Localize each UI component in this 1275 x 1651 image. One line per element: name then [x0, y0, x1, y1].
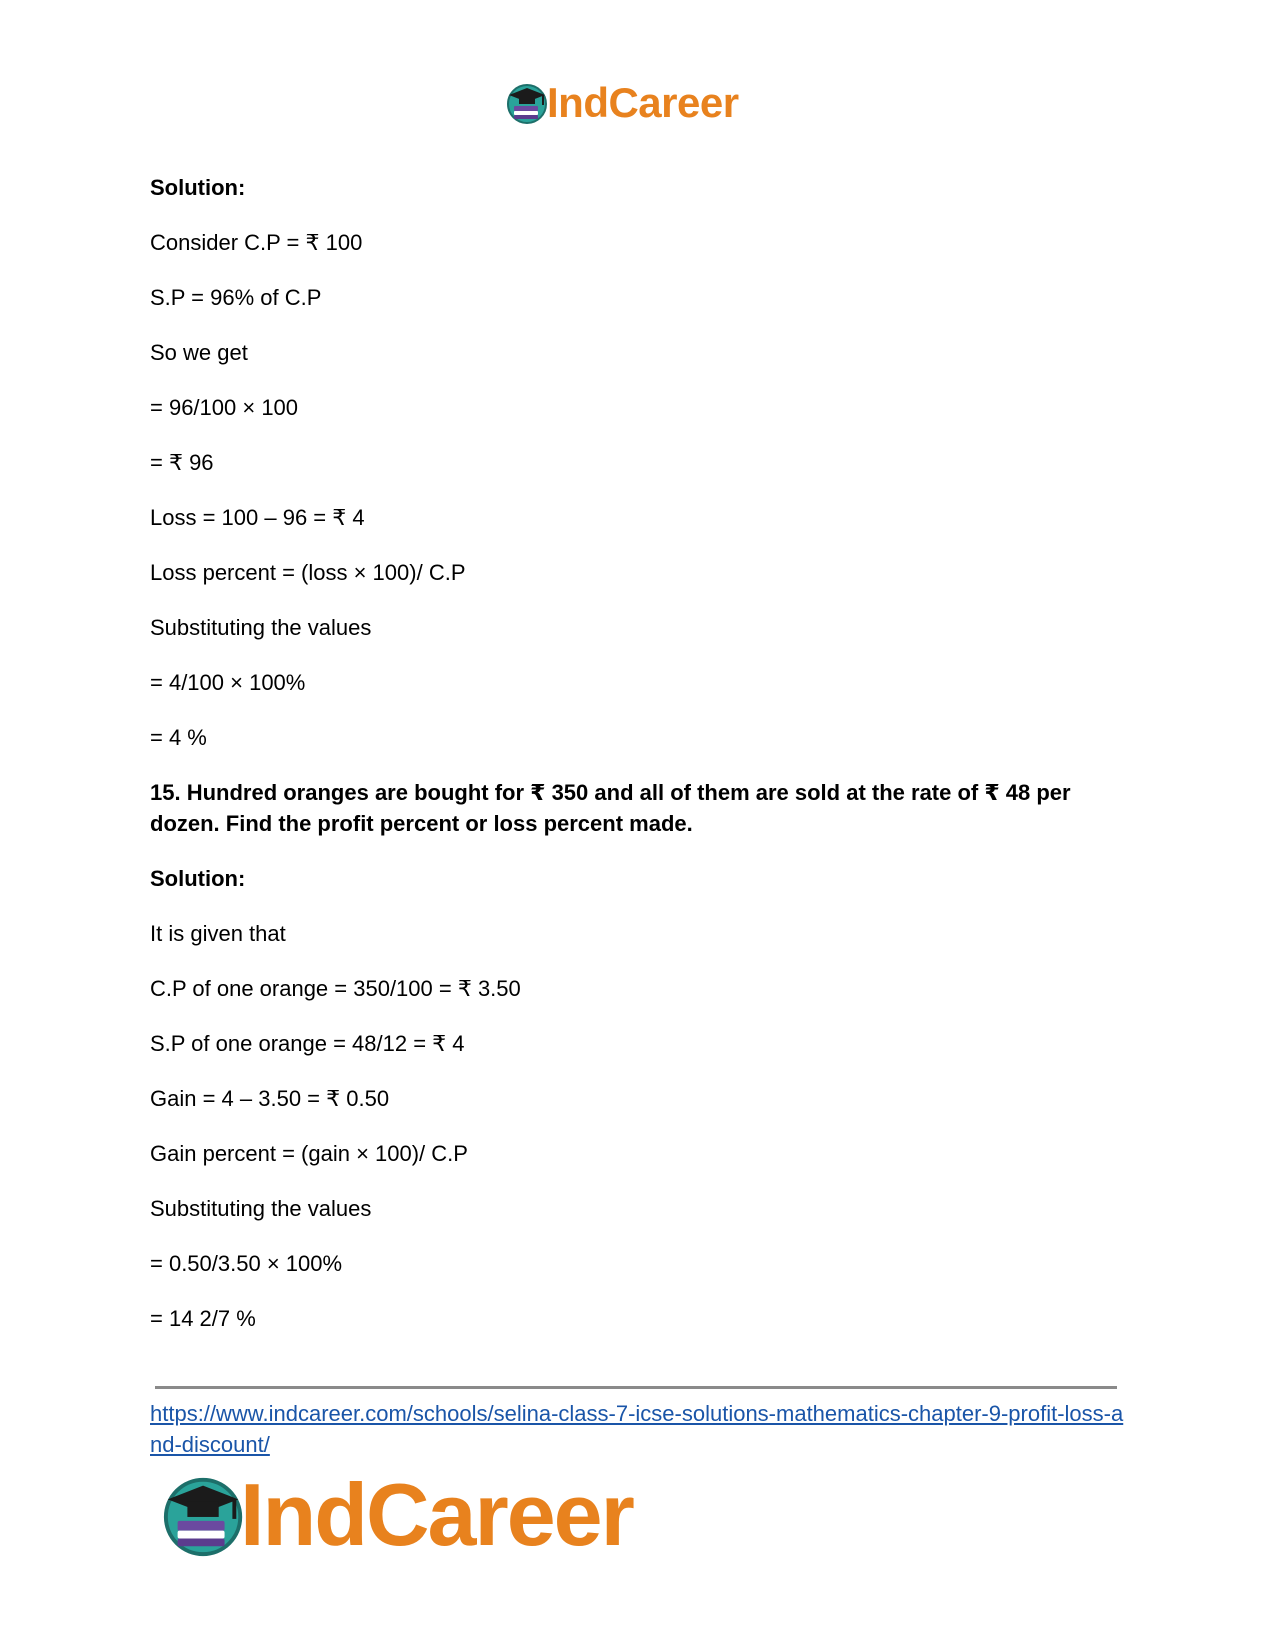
- document-body: [150, 172, 1125, 1358]
- solution-step: Substituting the values: [150, 1196, 372, 1221]
- solution-step: = ₹ 96: [150, 450, 214, 475]
- solution-step: So we get: [150, 340, 248, 365]
- solution-step: Consider C.P = ₹ 100: [150, 230, 363, 255]
- header-logo: [505, 80, 739, 126]
- solution-step: S.P = 96% of C.P: [150, 285, 322, 310]
- solution-step: = 4/100 × 100%: [150, 670, 306, 695]
- solution-heading: Solution:: [150, 866, 246, 891]
- graduation-cap-book-icon: [505, 80, 551, 126]
- solution-step: Gain = 4 – 3.50 = ₹ 0.50: [150, 1086, 390, 1111]
- solution-heading: Solution:: [150, 175, 246, 200]
- solution-step: = 96/100 × 100: [150, 395, 299, 420]
- solution-step: Loss = 100 – 96 = ₹ 4: [150, 505, 365, 530]
- graduation-cap-book-icon: [160, 1470, 250, 1560]
- question-15: 15. Hundred oranges are bought for ₹ 350 and all of them are sold at the rate of ₹ 48 per dozen. Find the profit percent or loss percent made.: [150, 780, 1071, 836]
- solution-step: = 0.50/3.50 × 100%: [150, 1251, 343, 1276]
- solution-step: Substituting the values: [150, 615, 372, 640]
- source-link[interactable]: https://www.indcareer.com/schools/selina-class-7-icse-solutions-mathematics-chapter-9-profit-loss-and-discount/: [150, 1401, 1124, 1457]
- solution-step: = 4 %: [150, 725, 207, 750]
- solution-step: = 14 2/7 %: [150, 1306, 256, 1331]
- header-logo-text: IndCareer: [547, 79, 739, 126]
- solution-step: C.P of one orange = 350/100 = ₹ 3.50: [150, 976, 521, 1001]
- footer-logo-text: IndCareer: [240, 1465, 633, 1564]
- footer-logo: [160, 1465, 633, 1564]
- solution-step: It is given that: [150, 921, 286, 946]
- solution-step: Loss percent = (loss × 100)/ C.P: [150, 560, 466, 585]
- solution-step: Gain percent = (gain × 100)/ C.P: [150, 1141, 468, 1166]
- footer-divider: [155, 1386, 1117, 1389]
- solution-step: S.P of one orange = 48/12 = ₹ 4: [150, 1031, 465, 1056]
